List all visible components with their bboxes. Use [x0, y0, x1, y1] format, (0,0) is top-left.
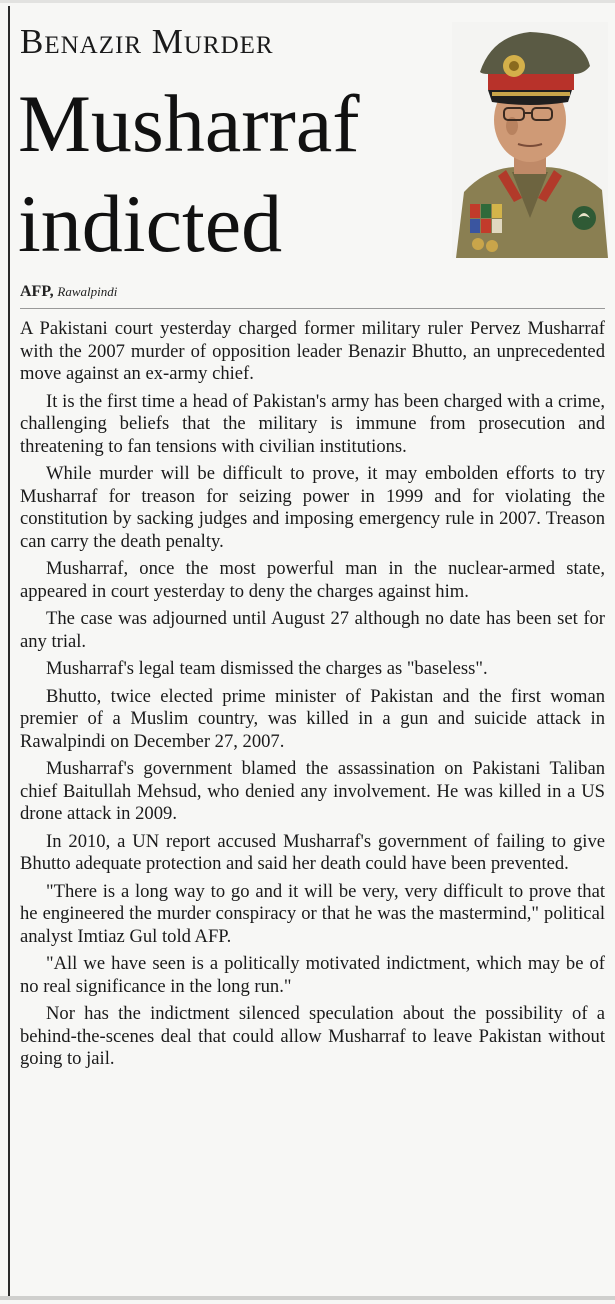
kicker: Benazir Murder	[20, 22, 274, 61]
paragraph: "All we have seen is a politically motivated indictment, which may be of no real significance in the long run."	[20, 953, 605, 997]
paragraph: Musharraf's legal team dismissed the charges as "baseless".	[46, 658, 488, 679]
paragraph: A Pakistani court yesterday charged former military ruler Pervez Musharraf with the 2007 murder of opposition leader Benazir Bhutto, an unprecedented move against an ex-army chief.	[20, 318, 605, 384]
headline-line-1: Musharraf	[18, 78, 360, 169]
top-edge	[0, 0, 615, 3]
paragraph: Musharraf, once the most powerful man in the nuclear-armed state, appeared in court yesterday to deny the charges against him.	[20, 558, 605, 602]
portrait-photo	[452, 22, 608, 258]
paragraph: "There is a long way to go and it will be very, very difficult to prove that he engineered the murder conspiracy or that he was the mastermind," political analyst Imtiaz Gul told AFP.	[20, 880, 605, 947]
byline	[20, 283, 117, 301]
bottom-edge	[0, 1296, 615, 1300]
headline-line-2: indicted	[18, 178, 283, 269]
article-body	[20, 318, 605, 1076]
byline-place: Rawalpindi	[57, 284, 118, 299]
byline-rule	[20, 308, 605, 309]
byline-agency: AFP,	[20, 283, 54, 300]
paragraph: In 2010, a UN report accused Musharraf's government of failing to give Bhutto adequate protection and said her death could have been prevented.	[20, 830, 605, 874]
paragraph: The case was adjourned until August 27 although no date has been set for any trial.	[20, 608, 605, 652]
paragraph: Musharraf's government blamed the assassination on Pakistani Taliban chief Baitullah Mehsud, who denied any involvement. He was killed in a US drone attack in 2009.	[20, 758, 605, 824]
paragraph: It is the first time a head of Pakistan's army has been charged with a crime, challenging beliefs that the military is immune from prosecution and threatening to fan tensions with civilian institutions.	[20, 390, 605, 457]
paragraph: Bhutto, twice elected prime minister of Pakistan and the first woman premier of a Muslim country, was killed in a gun and suicide attack in Rawalpindi on December 27, 2007.	[20, 685, 605, 752]
headline	[18, 74, 448, 274]
paragraph: While murder will be difficult to prove, it may embolden efforts to try Musharraf for treason for seizing power in 1999 and for violating the constitution by sacking judges and imposing emergency rule in 2007. Treason can carry the death penalty.	[20, 463, 605, 552]
portrait-illustration	[452, 22, 608, 258]
column-rule	[8, 6, 10, 1296]
paragraph: Nor has the indictment silenced speculation about the possibility of a behind-the-scenes deal that could allow Musharraf to leave Pakistan without going to jail.	[20, 1003, 605, 1069]
